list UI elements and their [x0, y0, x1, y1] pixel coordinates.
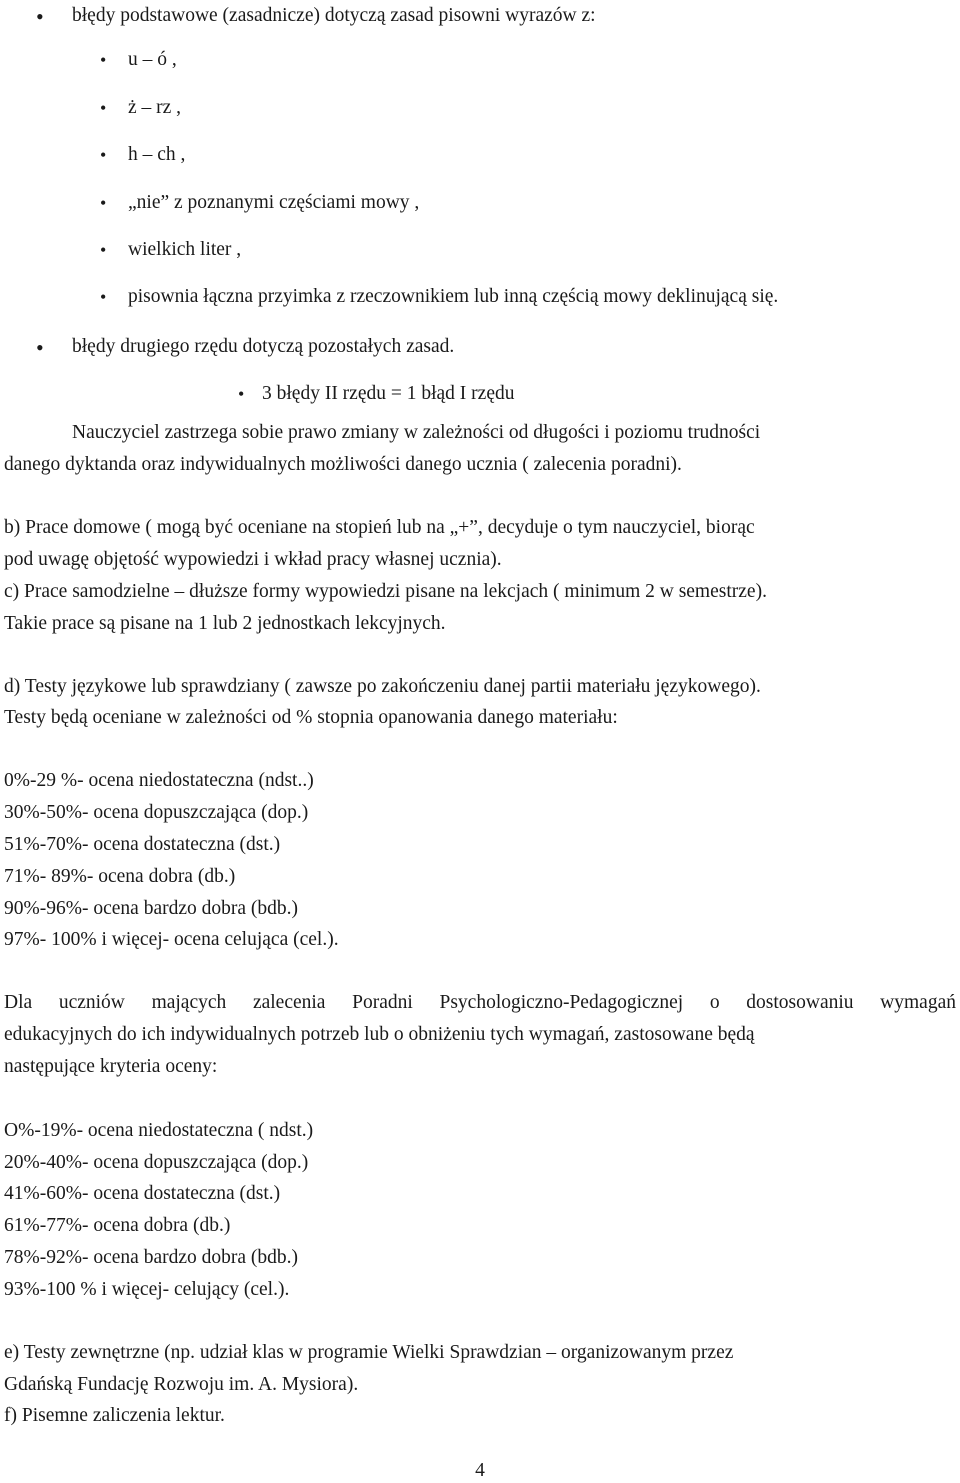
teacher-note-line: Nauczyciel zastrzega sobie prawo zmiany w zależności od długości i poziomu trudności	[72, 422, 761, 443]
section-c-line: c) Prace samodzielne – dłuższe formy wypowiedzi pisane na lekcjach ( minimum 2 w semestrze).	[4, 581, 767, 602]
section-b-line: b) Prace domowe ( mogą być oceniane na stopień lub na „+”, decyduje o tym nauczyciel, biorąc	[4, 517, 755, 538]
section-d-line: Testy będą oceniane w zależności od % stopnia opanowania danego materiału:	[4, 707, 618, 728]
grade-scale-row: 41%-60%- ocena dostateczna (dst.)	[4, 1183, 281, 1204]
list-item: ż – rz ,	[128, 97, 182, 118]
bullet-icon: •	[100, 98, 107, 118]
teacher-note-line: danego dyktanda oraz indywidualnych możliwości danego ucznia ( zalecenia poradni).	[4, 454, 682, 475]
bullet-icon: •	[238, 384, 245, 404]
bullet-icon: •	[100, 193, 107, 213]
section-c-line: Takie prace są pisane na 1 lub 2 jednostkach lekcyjnych.	[4, 613, 446, 634]
ppp-note-line: następujące kryteria oceny:	[4, 1056, 218, 1077]
list-item: wielkich liter ,	[128, 239, 242, 260]
bullet-icon: •	[36, 335, 44, 360]
bullet-icon: •	[100, 287, 107, 307]
bullet-icon: •	[100, 50, 107, 70]
list-item: pisownia łączna przyimka z rzeczownikiem lub inną częścią mowy deklinującą się.	[128, 286, 779, 307]
grade-scale-row: 30%-50%- ocena dopuszczająca (dop.)	[4, 802, 309, 823]
section-b-line: pod uwagę objętość wypowiedzi i wkład pracy własnej ucznia).	[4, 549, 502, 570]
second-order-errors: błędy drugiego rzędu dotyczą pozostałych zasad.	[72, 336, 455, 357]
grade-scale-row: 78%-92%- ocena bardzo dobra (bdb.)	[4, 1247, 299, 1268]
bullet-icon: •	[100, 240, 107, 260]
ppp-note-line: Dla uczniów mających zalecenia Poradni Psychologiczno-Pedagogicznej o dostosowaniu wymagań	[4, 992, 956, 1013]
grade-scale-row: 20%-40%- ocena dopuszczająca (dop.)	[4, 1152, 309, 1173]
bullet-icon: •	[36, 4, 44, 29]
page-number: 4	[475, 1460, 485, 1481]
bullet-icon: •	[100, 145, 107, 165]
grade-scale-row: 71%- 89%- ocena dobra (db.)	[4, 866, 236, 887]
grade-scale-row: 0%-29 %- ocena niedostateczna (ndst..)	[4, 770, 314, 791]
grade-scale-row: 93%-100 % i więcej- celujący (cel.).	[4, 1279, 290, 1300]
basic-errors-intro: błędy podstawowe (zasadnicze) dotyczą zasad pisowni wyrazów z:	[72, 5, 596, 26]
grade-scale-row: 90%-96%- ocena bardzo dobra (bdb.)	[4, 898, 299, 919]
section-e-line: e) Testy zewnętrzne (np. udział klas w programie Wielki Sprawdzian – organizowanym przez	[4, 1342, 734, 1363]
grade-scale-row: 61%-77%- ocena dobra (db.)	[4, 1215, 231, 1236]
section-f-line: f) Pisemne zaliczenia lektur.	[4, 1405, 225, 1426]
list-item: u – ó ,	[128, 49, 177, 70]
grade-scale-row: 97%- 100% i więcej- ocena celująca (cel.).	[4, 929, 339, 950]
error-ratio-rule: 3 błędy II rzędu = 1 błąd I rzędu	[262, 383, 515, 404]
section-e-line: Gdańską Fundację Rozwoju im. A. Mysiora).	[4, 1374, 359, 1395]
section-d-line: d) Testy językowe lub sprawdziany ( zawsze po zakończeniu danej partii materiału językowego).	[4, 676, 761, 697]
list-item: h – ch ,	[128, 144, 186, 165]
grade-scale-row: 51%-70%- ocena dostateczna (dst.)	[4, 834, 281, 855]
grade-scale-row: O%-19%- ocena niedostateczna ( ndst.)	[4, 1120, 314, 1141]
ppp-note-line: edukacyjnych do ich indywidualnych potrzeb lub o obniżeniu tych wymagań, zastosowane będą	[4, 1024, 755, 1045]
list-item: „nie” z poznanymi częściami mowy ,	[128, 192, 420, 213]
